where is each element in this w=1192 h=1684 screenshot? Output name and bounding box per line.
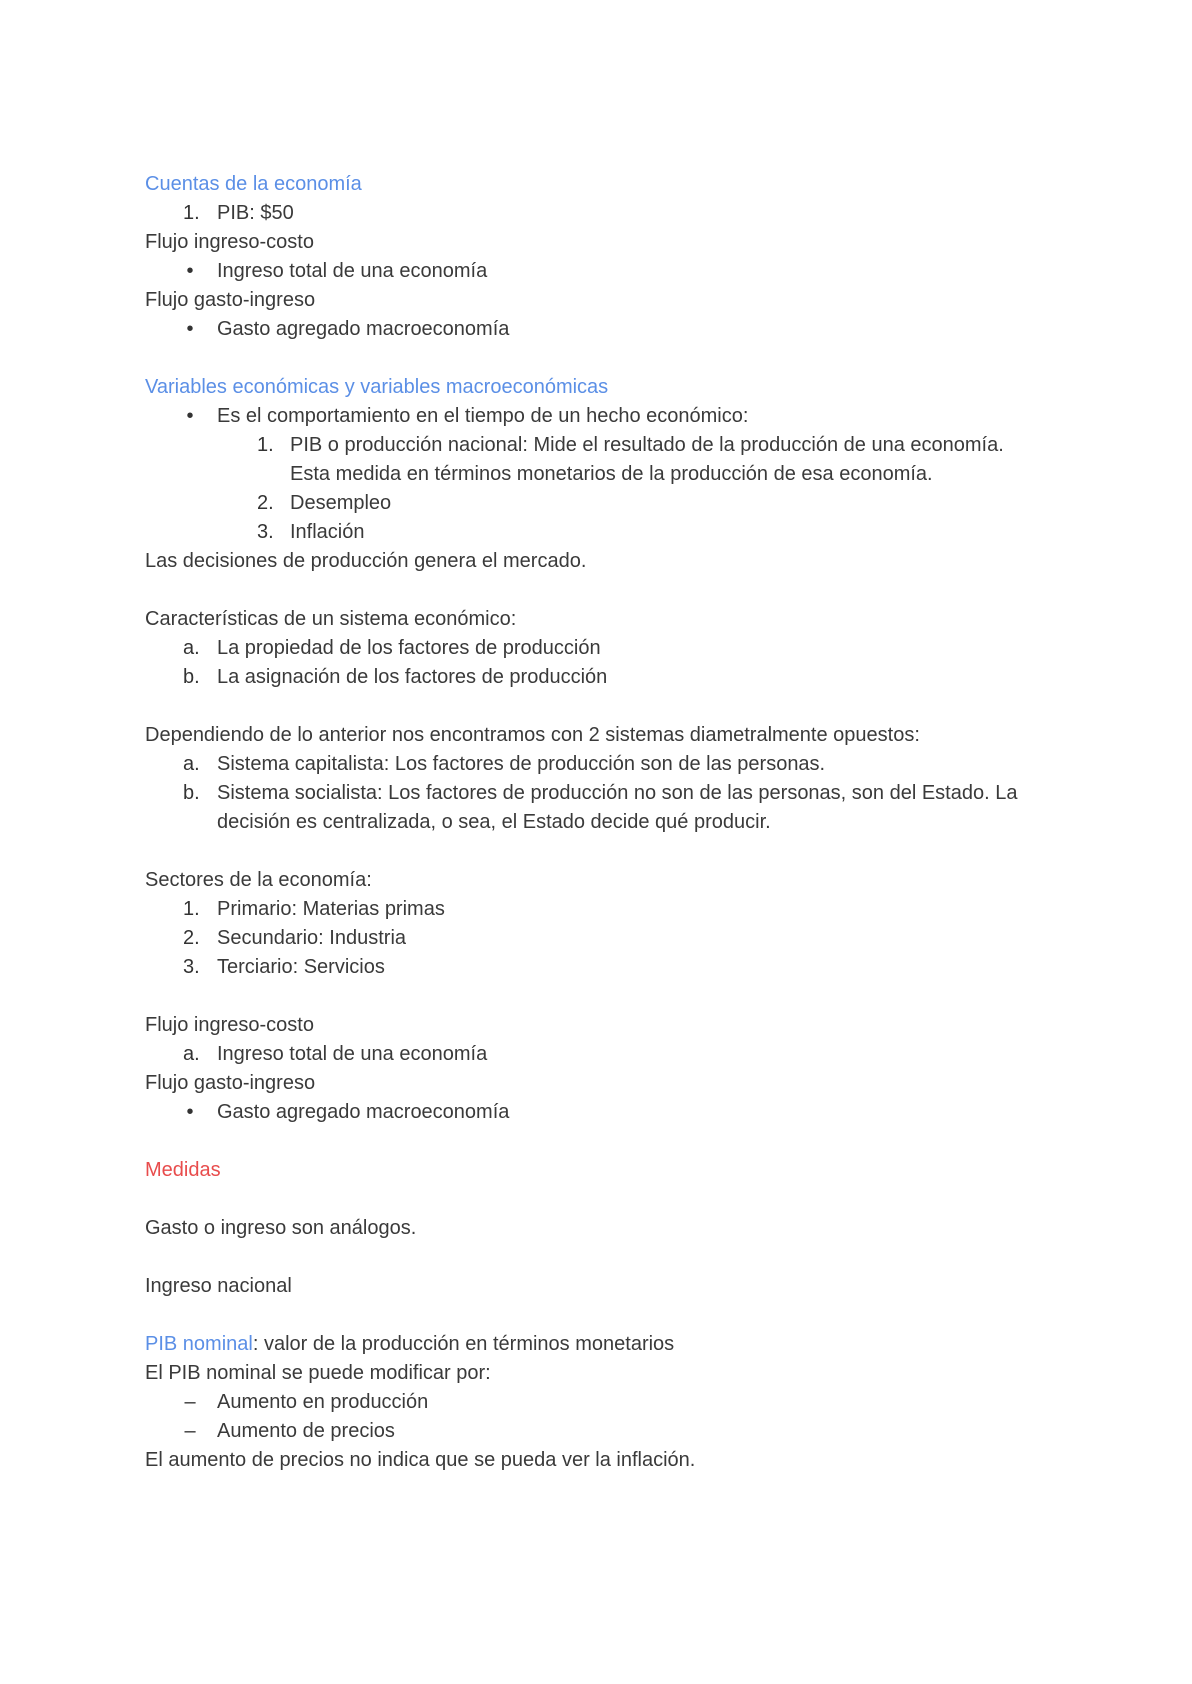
- list-item-text: Terciario: Servicios: [217, 956, 385, 978]
- bullet-marker: 2.: [183, 927, 200, 949]
- paragraph: Ingreso nacional: [145, 1275, 292, 1297]
- list: [145, 257, 1045, 286]
- bullet-marker: a.: [183, 753, 200, 775]
- dash-marker: –: [184, 1420, 196, 1442]
- heading-cuentas: Cuentas de la economía: [145, 173, 362, 195]
- paragraph-label: Características de un sistema económico:: [145, 608, 517, 630]
- bullet-marker: a.: [183, 1043, 200, 1065]
- list-item: [145, 750, 1045, 779]
- list: [145, 895, 1045, 982]
- sublist-item-text: Inflación: [290, 521, 365, 543]
- list-item: [145, 634, 1045, 663]
- bullet-marker: a.: [183, 637, 200, 659]
- sublist-item-text: Desempleo: [290, 492, 392, 514]
- list: [145, 750, 1045, 837]
- list-item: [145, 1040, 1045, 1069]
- list-item: [145, 199, 1045, 228]
- list-item-text: Sistema capitalista: Los factores de producción son de las personas.: [217, 753, 826, 775]
- dash-list: [145, 1388, 1045, 1446]
- document-page: [145, 170, 1045, 1475]
- list-item: [145, 663, 1045, 692]
- bullet-marker: 1.: [257, 434, 274, 456]
- heading-medidas: Medidas: [145, 1159, 221, 1181]
- definition-text: : valor de la producción en términos monetarios: [252, 1333, 675, 1355]
- list-item-text: Ingreso total de una economía: [217, 260, 488, 282]
- sublist-item-text: PIB o producción nacional: Mide el resultado de la producción de una economía. Esta medida en términos monetarios de la producción de esa economía.: [290, 434, 1004, 485]
- flow-label: Flujo ingreso-costo: [145, 1014, 314, 1036]
- list-item-text: Primario: Materias primas: [217, 898, 445, 920]
- list: [145, 1098, 1045, 1127]
- list-item-text: Sistema socialista: Los factores de producción no son de las personas, son del Estado. La decisión es centralizada, o sea, el Estado decide qué producir.: [217, 782, 1018, 833]
- list-item-text: Aumento de precios: [217, 1420, 395, 1442]
- list-item-text: Secundario: Industria: [217, 927, 407, 949]
- list-item: [145, 402, 1045, 431]
- paragraph: Las decisiones de producción genera el mercado.: [145, 550, 587, 572]
- definition-line: [145, 1330, 1045, 1359]
- bullet-marker: b.: [183, 782, 200, 804]
- list: [145, 402, 1045, 431]
- paragraph: Gasto o ingreso son análogos.: [145, 1217, 417, 1239]
- paragraph: El aumento de precios no indica que se pueda ver la inflación.: [145, 1449, 696, 1471]
- list: [145, 634, 1045, 692]
- flow-label: Flujo gasto-ingreso: [145, 289, 316, 311]
- list-item-text: Gasto agregado macroeconomía: [217, 318, 510, 340]
- list-item: [145, 1388, 1045, 1417]
- list-item-text: La asignación de los factores de producción: [217, 666, 608, 688]
- bullet-marker: 3.: [183, 956, 200, 978]
- sublist: [145, 431, 1045, 547]
- list-item: [145, 924, 1045, 953]
- paragraph-label: Sectores de la economía:: [145, 869, 372, 891]
- list-item: [145, 1098, 1045, 1127]
- list-item: [145, 1417, 1045, 1446]
- flow-label: Flujo ingreso-costo: [145, 231, 314, 253]
- bullet-marker: •: [186, 318, 194, 340]
- paragraph: El PIB nominal se puede modificar por:: [145, 1362, 491, 1384]
- list-item: [145, 895, 1045, 924]
- list: [145, 315, 1045, 344]
- sublist-item: [145, 431, 1045, 489]
- list-item: [145, 257, 1045, 286]
- list-item-text: Ingreso total de una economía: [217, 1043, 488, 1065]
- sublist-item: [145, 518, 1045, 547]
- term-pib-nominal: PIB nominal: [145, 1333, 253, 1355]
- flow-label: Flujo gasto-ingreso: [145, 1072, 316, 1094]
- list-item-text: PIB: $50: [217, 202, 294, 224]
- heading-variables: Variables económicas y variables macroeconómicas: [145, 376, 609, 398]
- bullet-marker: •: [186, 405, 194, 427]
- bullet-marker: •: [186, 1101, 194, 1123]
- list-item-text: Aumento en producción: [217, 1391, 429, 1413]
- bullet-marker: 1.: [183, 202, 200, 224]
- list-item: [145, 315, 1045, 344]
- list: [145, 1040, 1045, 1069]
- bullet-marker: b.: [183, 666, 200, 688]
- bullet-marker: 1.: [183, 898, 200, 920]
- sublist-item: [145, 489, 1045, 518]
- list-item-text: Es el comportamiento en el tiempo de un hecho económico:: [217, 405, 749, 427]
- paragraph-label: Dependiendo de lo anterior nos encontramos con 2 sistemas diametralmente opuestos:: [145, 724, 920, 746]
- bullet-marker: 3.: [257, 521, 274, 543]
- bullet-marker: •: [186, 260, 194, 282]
- list-item-text: La propiedad de los factores de producción: [217, 637, 601, 659]
- list-item: [145, 779, 1045, 837]
- dash-marker: –: [184, 1391, 196, 1413]
- list: [145, 199, 1045, 228]
- bullet-marker: 2.: [257, 492, 274, 514]
- list-item: [145, 953, 1045, 982]
- list-item-text: Gasto agregado macroeconomía: [217, 1101, 510, 1123]
